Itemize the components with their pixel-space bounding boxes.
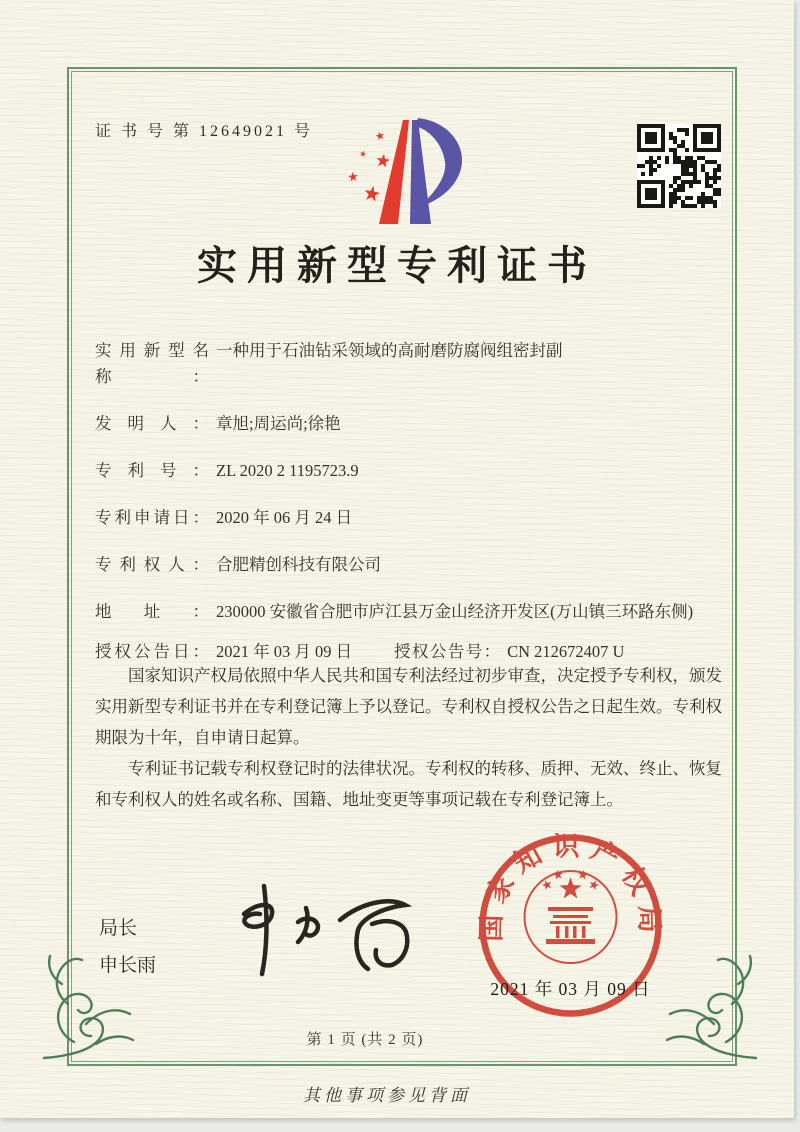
back-side-note: 其他事项参见背面 bbox=[303, 1086, 471, 1105]
field-value: 章旭;周运尚;徐艳 bbox=[216, 414, 341, 433]
field-value: 230000 安徽省合肥市庐江县万金山经济开发区(万山镇三环路东侧) bbox=[216, 602, 694, 621]
field-address bbox=[95, 599, 720, 625]
legal-paragraph-1: 国家知识产权局依照中华人民共和国专利法经过初步审查，决定授予专利权，颁发实用新型专利证书并在专利登记簿上予以登记。专利权自授权公告之日起生效。专利权期限为十年，自申请日起算。 bbox=[95, 666, 722, 747]
field-value: ZL 2020 2 1195723.9 bbox=[216, 461, 359, 480]
field-label: 授权公告日 ： bbox=[95, 639, 209, 665]
legal-paragraph-2: 专利证书记载专利权登记时的法律状况。专利权的转移、质押、无效、终止、恢复和专利权人的姓名或名称、国籍、地址变更等事项记载在专利登记簿上。 bbox=[95, 759, 722, 809]
field-value: 2021 年 03 月 09 日 bbox=[216, 642, 353, 661]
qr-code bbox=[637, 124, 721, 208]
seal-org-text: 国家知识产权局 bbox=[478, 833, 663, 942]
field-filing-date bbox=[95, 505, 720, 531]
signatory-name: 申长雨 bbox=[99, 955, 157, 976]
field-patentee bbox=[95, 552, 720, 578]
director-signature bbox=[222, 876, 417, 984]
legal-text bbox=[95, 660, 722, 815]
field-utility-model-name bbox=[95, 338, 720, 390]
field-label: 发明人 ： bbox=[95, 411, 209, 437]
field-value: 一种用于石油钻采领域的高耐磨防腐阀组密封副 bbox=[216, 341, 563, 360]
field-value: 合肥精创科技有限公司 bbox=[216, 555, 381, 574]
field-label: 地址 ： bbox=[95, 599, 209, 625]
field-label: 专利申请日 ： bbox=[95, 505, 209, 531]
field-label: 实用新型名称 ： bbox=[95, 338, 209, 390]
field-value: 2020 年 06 月 24 日 bbox=[216, 508, 353, 527]
field-patent-number bbox=[95, 458, 720, 484]
field-label: 专利权人 ： bbox=[95, 552, 209, 578]
certificate-fields bbox=[95, 338, 720, 665]
field-label: 专利号 ： bbox=[95, 458, 209, 484]
certificate-title: 实用新型专利证书 bbox=[197, 243, 597, 288]
signatory-title: 局长 bbox=[99, 918, 138, 939]
field-value: CN 212672407 U bbox=[507, 642, 625, 661]
seal-date: 2021 年 03 月 09 日 bbox=[490, 979, 651, 999]
official-seal bbox=[478, 833, 663, 1018]
page-number: 第 1 页 (共 2 页) bbox=[306, 1032, 424, 1048]
cnipa-logo-icon bbox=[330, 104, 480, 236]
signatory-block bbox=[99, 910, 156, 984]
field-inventor bbox=[95, 411, 720, 437]
field-label: 授权公告号 ： bbox=[394, 639, 500, 665]
certificate-number: 证 书 号 第 12649021 号 bbox=[95, 123, 314, 140]
